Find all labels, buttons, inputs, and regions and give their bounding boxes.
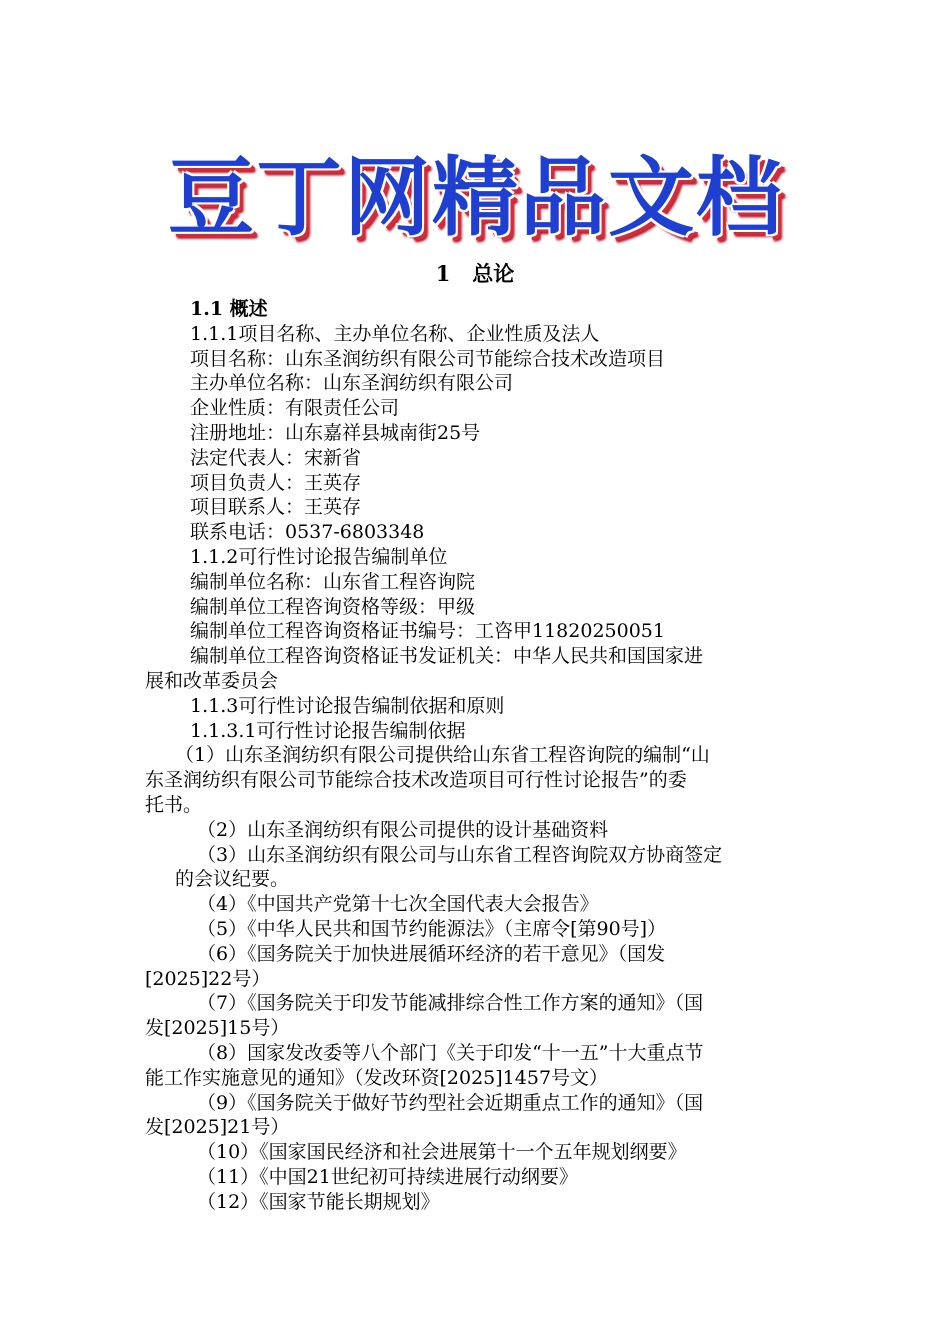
list-item-continuation: 发[2025]21号） (145, 1116, 290, 1139)
text-line: 编制单位名称：山东省工程咨询院 (190, 570, 476, 593)
text-line: 注册地址：山东嘉祥县城南街25号 (190, 421, 481, 444)
list-item: （3）山东圣润纺织有限公司与山东省工程咨询院双方协商签定 (197, 843, 723, 866)
list-item: （4）《中国共产党第十七次全国代表大会报告》 (197, 893, 599, 916)
text-line: 1.1.3.1可行性讨论报告编制依据 (190, 719, 466, 742)
text-line: 项目联系人：王英存 (190, 496, 362, 519)
list-item-continuation: 能工作实施意见的通知》（发改环资[2025]1457号文） (145, 1066, 609, 1089)
list-item: （12）《国家节能长期规划》 (197, 1190, 440, 1213)
text-line: 主办单位名称：山东圣润纺织有限公司 (190, 372, 514, 395)
text-line: 法定代表人：宋新省 (190, 446, 362, 469)
list-item-continuation: 的会议纪要。 (175, 868, 290, 891)
text-line: 项目名称：山东圣润纺织有限公司节能综合技术改造项目 (190, 347, 666, 370)
list-item: （7）《国务院关于印发节能减排综合性工作方案的通知》（国 (197, 992, 704, 1015)
text-line: 1.1.2可行性讨论报告编制单位 (190, 545, 448, 568)
text-line: 项目负责人：王英存 (190, 471, 362, 494)
document-body (145, 297, 810, 1214)
list-item: （1）山东圣润纺织有限公司提供给山东省工程咨询院的编制“山 (175, 744, 710, 767)
text-line: 编制单位工程咨询资格等级：甲级 (190, 595, 476, 618)
list-item: （11）《中国21世纪初可持续进展行动纲要》 (197, 1165, 578, 1188)
text-line: 编制单位工程咨询资格证书编号：工咨甲11820250051 (190, 620, 665, 643)
list-item-continuation: [2025]22号） (145, 967, 271, 990)
list-item-continuation: 发[2025]15号） (145, 1017, 290, 1040)
text-line: 展和改革委员会 (145, 669, 279, 692)
list-item: （2）山东圣润纺织有限公司提供的设计基础资料 (197, 818, 609, 841)
list-item-continuation: 东圣润纺织有限公司节能综合技术改造项目可行性讨论报告”的委 (145, 769, 687, 792)
list-item: （9）《国务院关于做好节约型社会近期重点工作的通知》（国 (197, 1091, 704, 1114)
text-line: 企业性质：有限责任公司 (190, 397, 400, 420)
chapter-title: 1 总论 (435, 261, 515, 286)
section-heading: 1.1 概述 (190, 298, 268, 320)
list-item: （8）国家发改委等八个部门《关于印发“十一五”十大重点节 (197, 1041, 704, 1064)
list-item-continuation: 托书。 (145, 793, 203, 816)
text-line: 1.1.1项目名称、主办单位名称、企业性质及法人 (190, 322, 600, 345)
text-line: 编制单位工程咨询资格证书发证机关：中华人民共和国国家进 (190, 645, 704, 668)
text-line: 1.1.3可行性讨论报告编制依据和原则 (190, 694, 505, 717)
list-item: （5）《中华人民共和国节约能源法》（主席令[第90号]） (197, 917, 667, 940)
watermark-banner: 豆丁网精品文档 (168, 148, 784, 248)
list-item: （10）《国家国民经济和社会进展第十一个五年规划纲要》 (197, 1141, 687, 1164)
list-item: （6）《国务院关于加快进展循环经济的若干意见》（国发 (197, 942, 666, 965)
text-line: 联系电话：0537-6803348 (190, 521, 425, 544)
